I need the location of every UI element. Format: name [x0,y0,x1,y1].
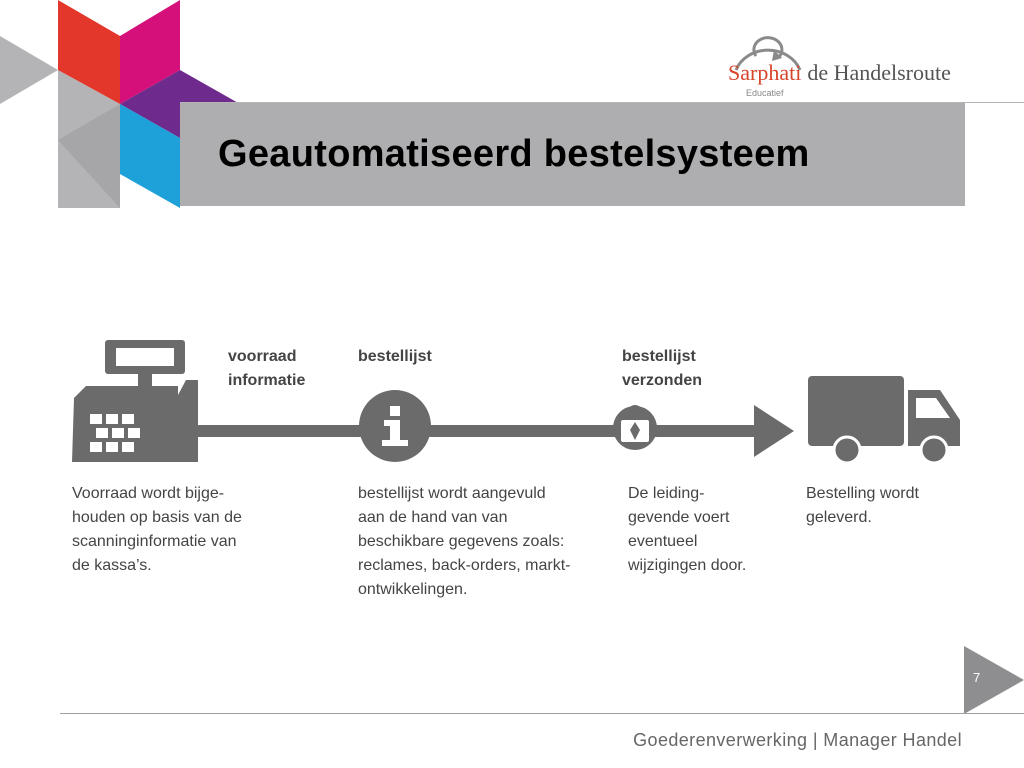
page-title: Geautomatiseerd bestelsysteem [218,133,810,175]
step-3-description: De leiding- gevende voert eventueel wijzigingen door. [628,485,747,574]
info-icon [359,390,431,462]
label-bestellijst: bestellijst [358,348,432,365]
label-informatie: informatie [228,372,306,389]
cash-register-icon [72,340,198,462]
step-2-description: bestellijst wordt aangevuld aan de hand van van beschikbare gegevens zoals: reclames, back-orders, markt- ontwikkelingen. [358,485,571,598]
logo-name: de Handelsroute [807,60,951,85]
footer-rule [60,713,1024,714]
label-bestellijst-verzonden [622,345,702,393]
step-1-description: Voorraad wordt bijge- houden op basis van de scanninginformatie van de kassa’s. [72,485,242,574]
step-4-description: Bestelling wordt geleverd. [806,485,919,526]
process-diagram [60,330,980,480]
label-voorraad: voorraad [228,348,297,365]
logo-brand: Sarphati [728,60,802,85]
page-number: 7 [973,670,981,685]
manager-icon [613,405,657,450]
truck-icon [808,376,960,463]
process-arrow-head [754,405,794,457]
footer-text: Goederenverwerking | Manager Handel [633,730,962,750]
label-voorraad-informatie [228,345,305,393]
process-arrow-line [190,425,760,437]
title-bar [180,103,965,206]
logo [728,28,968,100]
logo-sub: Educatief [746,88,784,98]
gray-shape-left [0,36,58,104]
label-bestellijst-2: bestellijst [622,348,696,365]
label-verzonden: verzonden [622,372,703,389]
